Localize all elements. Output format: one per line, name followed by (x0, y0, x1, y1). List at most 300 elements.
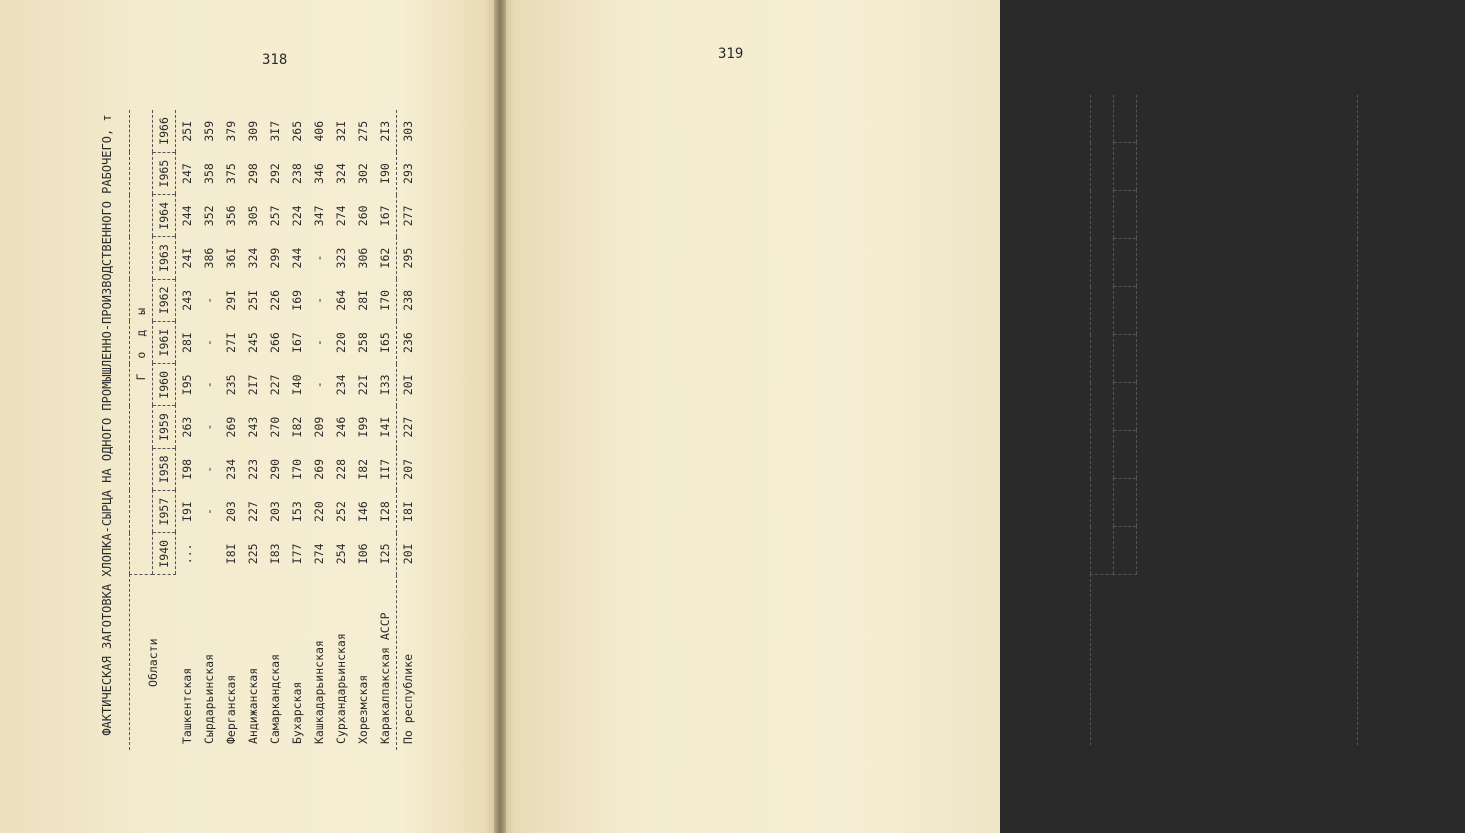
year-header: I958 (1114, 479, 1137, 527)
year-header: I963 (1114, 239, 1137, 287)
table-cell: I53 (290, 501, 304, 522)
table-cell: 60,3 (1358, 335, 1381, 383)
table-cell: 32I (334, 120, 348, 142)
table-cell: 52,4 (1273, 441, 1287, 469)
table-cell: 220 (312, 501, 326, 522)
table-cell: 244 (180, 205, 194, 227)
table-cell: 235 (224, 374, 238, 396)
table-cell: - (1163, 307, 1177, 315)
table-cell: 66,6 (1185, 393, 1199, 421)
table-cell: 303 (397, 110, 420, 152)
table-cell: 3I,5 (1339, 489, 1353, 517)
table-cell: 358 (202, 163, 216, 184)
table-cell: I99 (356, 416, 370, 438)
table-cell: 295 (397, 237, 420, 279)
table-cell: 238 (290, 163, 304, 184)
region-name: Андижанская (246, 667, 260, 744)
table-cell: 209 (312, 416, 326, 438)
table-cell: 27I (224, 332, 238, 353)
right-table-unit: (тыс.руб.) (1068, 381, 1082, 454)
total-row (397, 110, 420, 750)
region-name: Ташкентская (1140, 662, 1155, 739)
years-group-header: Г о д ы (130, 110, 153, 575)
year-header: I966 (1114, 95, 1137, 143)
table-cell: 238 (397, 279, 420, 321)
region-name: Самаркандская (268, 653, 282, 744)
table-row (1203, 95, 1225, 745)
table-cell: - (1163, 355, 1177, 363)
table-cell: 266 (268, 332, 282, 353)
table-cell: 5I,7 (1339, 297, 1353, 325)
region-name: Бухарская (290, 681, 304, 744)
table-cell: 69,5 (1358, 191, 1381, 239)
table-cell: 47,3 (1358, 527, 1381, 575)
left-table-block (100, 100, 450, 750)
year-header: I966 (153, 110, 176, 152)
table-cell: 60,4 (1185, 441, 1199, 469)
table-cell: I65 (378, 332, 392, 353)
table-cell: - (1317, 547, 1331, 555)
table-cell: - (312, 296, 326, 304)
table-cell: 48,8 (1251, 441, 1265, 469)
year-header: I960 (153, 364, 176, 406)
table-cell: 68,8 (1358, 143, 1381, 191)
region-name: Бухарская (1251, 676, 1265, 739)
region-name: Сурхандарьинская (1295, 628, 1309, 739)
table-cell: - (202, 296, 216, 304)
table-cell: I8I (397, 490, 420, 532)
table-row (1247, 95, 1269, 745)
years-group-header: Г о д ы (1091, 95, 1114, 575)
table-row (330, 110, 352, 750)
table-row (1313, 95, 1335, 745)
table-cell: 52,6 (1163, 249, 1177, 277)
table-cell: - (1273, 259, 1287, 267)
table-cell: 4I,8 (1317, 441, 1331, 469)
table-cell: 228 (334, 458, 348, 480)
page-number-right: 319 (718, 46, 744, 62)
table-cell: 66,8 (1141, 297, 1155, 325)
table-cell: 8I,9 (1295, 105, 1309, 133)
table-cell: I67 (290, 332, 304, 353)
year-header: I965 (1114, 143, 1137, 191)
region-name: Кашкадарьинская (1273, 635, 1287, 739)
table-cell: 260 (356, 205, 370, 227)
table-cell: 293 (397, 152, 420, 194)
region-name: Сурхандарьинская (334, 633, 348, 744)
table-cell: 25I (246, 289, 260, 311)
table-row (220, 110, 242, 750)
table-cell: 347 (312, 205, 326, 227)
region-name: Ташкентская (179, 667, 194, 744)
table-cell: ... (180, 543, 194, 565)
region-name: Сырдарьинская (1163, 648, 1177, 739)
table-cell: 352 (202, 205, 216, 227)
table-row (374, 110, 397, 750)
table-cell: 20I (397, 364, 420, 406)
table-cell: 36I (224, 247, 238, 269)
page-number-left: 318 (262, 52, 288, 68)
region-name: Каракалпакская АССР (378, 612, 392, 744)
table-cell: 59,2 (1207, 489, 1221, 517)
table-cell: 65,4 (1229, 201, 1243, 229)
table-cell: 263 (180, 416, 194, 438)
table-cell: - (1163, 451, 1177, 459)
table-cell: 220 (334, 332, 348, 353)
table-cell: 60,3 (1207, 393, 1221, 421)
table-cell: I9I (180, 501, 194, 522)
table-cell: 62,4 (1141, 345, 1155, 373)
table-cell: I46 (356, 501, 370, 522)
table-cell: - (312, 381, 326, 389)
table-cell: I83 (268, 543, 282, 565)
table-row (308, 110, 330, 750)
table-cell: 252 (334, 501, 348, 522)
table-cell: I25 (378, 543, 392, 565)
table-cell: 277 (397, 195, 420, 237)
table-cell: 20I (397, 533, 420, 575)
table-cell: 227 (268, 374, 282, 396)
table-cell: 68,9 (1295, 441, 1309, 469)
table-row (1137, 95, 1160, 745)
table-cell: 70,8 (1185, 297, 1199, 325)
table-cell: 37,8 (1317, 489, 1331, 517)
table-cell: 46,7 (1251, 393, 1265, 421)
table-cell: 227 (397, 406, 420, 448)
left-table (129, 110, 419, 750)
year-header: I962 (153, 279, 176, 321)
table-cell: 73,3 (1295, 153, 1309, 181)
table-cell: 96,0 (1273, 105, 1287, 133)
table-cell: 57,2 (1317, 201, 1331, 229)
table-cell: 305 (246, 205, 260, 227)
year-header: I964 (1114, 191, 1137, 239)
table-cell: 7I,7 (1185, 345, 1199, 373)
table-cell: I82 (356, 458, 370, 480)
table-cell: 6I,5 (1295, 537, 1309, 565)
table-cell: 54,7 (1185, 537, 1199, 565)
regions-header: Области (1091, 575, 1137, 745)
right-table (1090, 95, 1380, 745)
table-cell: 53,3 (1358, 431, 1381, 479)
table-cell: 234 (334, 374, 348, 396)
year-header: I959 (1114, 431, 1137, 479)
table-cell: 4I,8 (1251, 537, 1265, 565)
region-name: Самаркандская (1229, 648, 1243, 739)
table-cell: 47,6 (1339, 105, 1353, 133)
table-cell: 62,I (1358, 239, 1381, 287)
table-cell: I70 (290, 458, 304, 480)
table-cell: I33 (378, 374, 392, 396)
table-cell: 207 (397, 448, 420, 490)
table-cell: 60,I (1229, 345, 1243, 373)
table-cell: - (1273, 307, 1287, 315)
table-cell: 58,2 (1317, 249, 1331, 277)
table-cell: I70 (378, 289, 392, 311)
table-cell: 324 (334, 163, 348, 184)
table-cell: 224 (290, 205, 304, 227)
table-cell: - (1163, 403, 1177, 411)
region-name: Каракалпакская АССР (1339, 607, 1353, 739)
table-cell: 58,3 (1163, 105, 1177, 133)
table-cell: 72,3 (1141, 105, 1155, 133)
table-cell: 47,5 (1141, 489, 1155, 517)
table-cell: 80,I (1295, 201, 1309, 229)
table-cell: 275 (356, 120, 370, 142)
table-cell: - (202, 381, 216, 389)
region-name: По республике (397, 575, 420, 750)
table-cell: 302 (356, 163, 370, 184)
table-cell: 56,9 (1185, 489, 1199, 517)
table-cell: 64,9 (1229, 393, 1243, 421)
table-cell: I62 (378, 247, 392, 269)
table-cell: 203 (268, 501, 282, 522)
table-cell: 68,3 (1207, 249, 1221, 277)
table-cell: 52,0 (1317, 153, 1331, 181)
table-cell: 9I,5 (1185, 153, 1199, 181)
year-header: I965 (153, 152, 176, 194)
table-cell: 70,5 (1229, 297, 1243, 325)
table-cell: 406 (312, 120, 326, 142)
table-cell: 359 (202, 120, 216, 142)
table-cell: I8I (224, 543, 238, 565)
region-name: Андижанская (1207, 662, 1221, 739)
table-row (242, 110, 264, 750)
table-cell: 46,5 (1339, 153, 1353, 181)
table-cell: 246 (334, 416, 348, 438)
table-cell: 299 (268, 247, 282, 269)
table-cell: 226 (268, 289, 282, 311)
table-cell: 79,4 (1207, 105, 1221, 133)
table-cell: - (1273, 355, 1287, 363)
table-cell: 5I,0 (1141, 441, 1155, 469)
year-header: I964 (153, 195, 176, 237)
table-cell: 28I (356, 289, 370, 311)
year-header: I962 (1114, 287, 1137, 335)
table-cell: I95 (180, 374, 194, 396)
table-cell: 63,6 (1251, 153, 1265, 181)
region-name: Ферганская (224, 674, 238, 744)
table-cell: 46,7 (1273, 537, 1287, 565)
table-cell: 298 (246, 163, 260, 184)
table-cell: 269 (312, 458, 326, 480)
table-cell: 57,8 (1141, 393, 1155, 421)
table-cell: 72,3 (1185, 249, 1199, 277)
table-cell: I40 (290, 374, 304, 396)
table-cell: I90 (378, 163, 392, 184)
table-cell: 6I,5 (1163, 153, 1177, 181)
table-cell: 236 (397, 321, 420, 363)
table-cell: 52,8 (1207, 537, 1221, 565)
table-cell: 290 (268, 458, 282, 480)
table-row (352, 110, 374, 750)
table-cell: 270 (268, 416, 282, 438)
table-cell: I06 (356, 543, 370, 565)
table-cell: I98 (180, 458, 194, 480)
table-cell: 243 (246, 416, 260, 438)
table-cell: 59,3 (1251, 249, 1265, 277)
table-cell: 306 (356, 247, 370, 269)
table-cell: 258 (356, 332, 370, 353)
year-header: I960 (1114, 383, 1137, 431)
table-cell: 70,6 (1141, 153, 1155, 181)
table-cell: 245 (246, 332, 260, 353)
table-cell: 52,I (1251, 345, 1265, 373)
table-cell: 257 (268, 205, 282, 227)
table-cell: 264 (334, 289, 348, 311)
table-cell: 346 (312, 163, 326, 184)
table-cell: 292 (268, 163, 282, 184)
table-cell: II7 (378, 458, 392, 480)
region-name: Кашкадарьинская (312, 640, 326, 744)
region-name: По республике (1358, 575, 1381, 745)
table-row (1181, 95, 1203, 745)
table-cell: - (1229, 547, 1243, 555)
table-cell: 44,4 (1251, 489, 1265, 517)
table-cell: 57,8 (1229, 441, 1243, 469)
table-cell: 48,6 (1339, 201, 1353, 229)
table-cell: 70,5 (1295, 249, 1309, 277)
table-cell: 46,5 (1317, 393, 1331, 421)
table-cell: 88,2 (1273, 153, 1287, 181)
table-cell: 254 (334, 543, 348, 565)
table-cell: I28 (378, 501, 392, 522)
year-header: I963 (153, 237, 176, 279)
table-cell: 48,7 (1358, 479, 1381, 527)
table-row (286, 110, 308, 750)
total-row (1358, 95, 1381, 745)
table-cell: 247 (180, 163, 194, 184)
table-cell: I67 (378, 205, 392, 227)
table-cell: 3I,0 (1339, 441, 1353, 469)
table-cell: 203 (224, 501, 238, 522)
year-header: I959 (153, 406, 176, 448)
table-cell: 24I (180, 247, 194, 269)
table-cell: 59,5 (1317, 297, 1331, 325)
table-cell: 56,9 (1273, 489, 1287, 517)
table-cell: 38,I (1339, 393, 1353, 421)
table-cell: 72,8 (1358, 95, 1381, 143)
table-cell: 6I,3 (1141, 249, 1155, 277)
table-cell: 3I7 (268, 120, 282, 142)
table-row (1291, 95, 1313, 745)
table-cell: 93,8 (1185, 105, 1199, 133)
table-cell: 28,3 (1339, 537, 1353, 565)
right-table-block (1045, 90, 1465, 745)
table-cell: 6I,9 (1207, 345, 1221, 373)
table-cell: I4I (378, 416, 392, 438)
table-cell: 269 (224, 416, 238, 438)
table-row (1335, 95, 1358, 745)
region-name: Сырдарьинская (202, 653, 216, 744)
table-cell: 379 (224, 120, 238, 142)
table-cell: 2I7 (246, 374, 260, 396)
left-page (0, 0, 500, 833)
book-gutter (494, 0, 506, 833)
table-cell: 22I (356, 374, 370, 396)
table-cell: 375 (224, 163, 238, 184)
year-header: I940 (153, 533, 176, 575)
table-cell: 234 (224, 458, 238, 480)
table-cell: 2I3 (378, 120, 392, 142)
region-name: Хорезмская (356, 674, 370, 744)
table-row (176, 110, 199, 750)
table-cell (198, 533, 220, 575)
year-header: I96I (153, 321, 176, 363)
table-cell: 6I,5 (1295, 489, 1309, 517)
right-page (500, 0, 1376, 833)
table-cell: 25I (180, 120, 194, 142)
table-cell: 274 (334, 205, 348, 227)
table-cell: 68,3 (1295, 345, 1309, 373)
table-cell: 7I,3 (1251, 105, 1265, 133)
table-cell: 62,8 (1207, 441, 1221, 469)
table-row (1225, 95, 1247, 745)
table-cell: 63,9 (1358, 287, 1381, 335)
table-cell: 86,3 (1185, 201, 1199, 229)
table-cell: 323 (334, 247, 348, 269)
table-cell: - (1163, 499, 1177, 507)
table-cell: 69,2 (1141, 201, 1155, 229)
table-cell: 244 (290, 247, 304, 269)
table-cell: 274 (312, 543, 326, 565)
region-name: Ферганская (1185, 669, 1199, 739)
table-cell: 58,9 (1229, 249, 1243, 277)
table-cell: 227 (246, 501, 260, 522)
table-cell: 75,5 (1229, 105, 1243, 133)
table-cell: - (312, 339, 326, 347)
left-table-title: ФАКТИЧЕСКАЯ ЗАГОТОВКА ХЛОПКА-СЫРЦА НА ОДНОГО ПРОМЫШЛЕННО-ПРОИЗВОДСТВЕННОГО РАБОЧЕГО, т (100, 114, 114, 736)
table-cell: 65,0 (1207, 297, 1221, 325)
year-header: I958 (153, 448, 176, 490)
table-cell: - (1163, 547, 1177, 555)
table-cell: 78,9 (1207, 201, 1221, 229)
table-cell: 223 (246, 458, 260, 480)
year-header: I96I (1114, 335, 1137, 383)
table-cell: 54,0 (1317, 345, 1331, 373)
right-table-title: СРЕДНЕГОДОВАЯ ВЫРАБОТКА ВАЛОВОЙ ПРОДУКЦИИ НА ОДНОГО ПРОМЫШЛЕННО-ПРОИЗВОДСТВЕННОГО РАБОЧЕГО (1045, 92, 1059, 743)
table-cell: - (202, 465, 216, 473)
table-cell: 6I,9 (1163, 201, 1177, 229)
table-cell: 78,6 (1207, 153, 1221, 181)
regions-header: Области (130, 575, 176, 750)
table-row (1159, 95, 1181, 745)
table-cell: 65,8 (1295, 297, 1309, 325)
table-cell: 309 (246, 120, 260, 142)
table-cell: - (202, 508, 216, 516)
table-cell: 57,3 (1251, 297, 1265, 325)
table-row (1269, 95, 1291, 745)
table-cell: 386 (202, 247, 216, 269)
table-cell: - (202, 423, 216, 431)
table-cell: - (202, 339, 216, 347)
table-cell: 86,5 (1273, 201, 1287, 229)
table-cell: 48,2 (1229, 489, 1243, 517)
table-row (198, 110, 220, 750)
table-cell: 29I (224, 289, 238, 311)
table-cell: 60,6 (1251, 201, 1265, 229)
table-cell: 63,0 (1295, 393, 1309, 421)
table-cell: 56,3 (1358, 383, 1381, 431)
table-cell: 265 (290, 120, 304, 142)
table-cell: 47,9 (1339, 345, 1353, 373)
table-cell: 324 (246, 247, 260, 269)
table-cell: - (312, 254, 326, 262)
table-cell: 5I,0 (1141, 537, 1155, 565)
table-cell: - (1273, 403, 1287, 411)
table-cell: 356 (224, 205, 238, 227)
table-cell: I77 (290, 543, 304, 565)
